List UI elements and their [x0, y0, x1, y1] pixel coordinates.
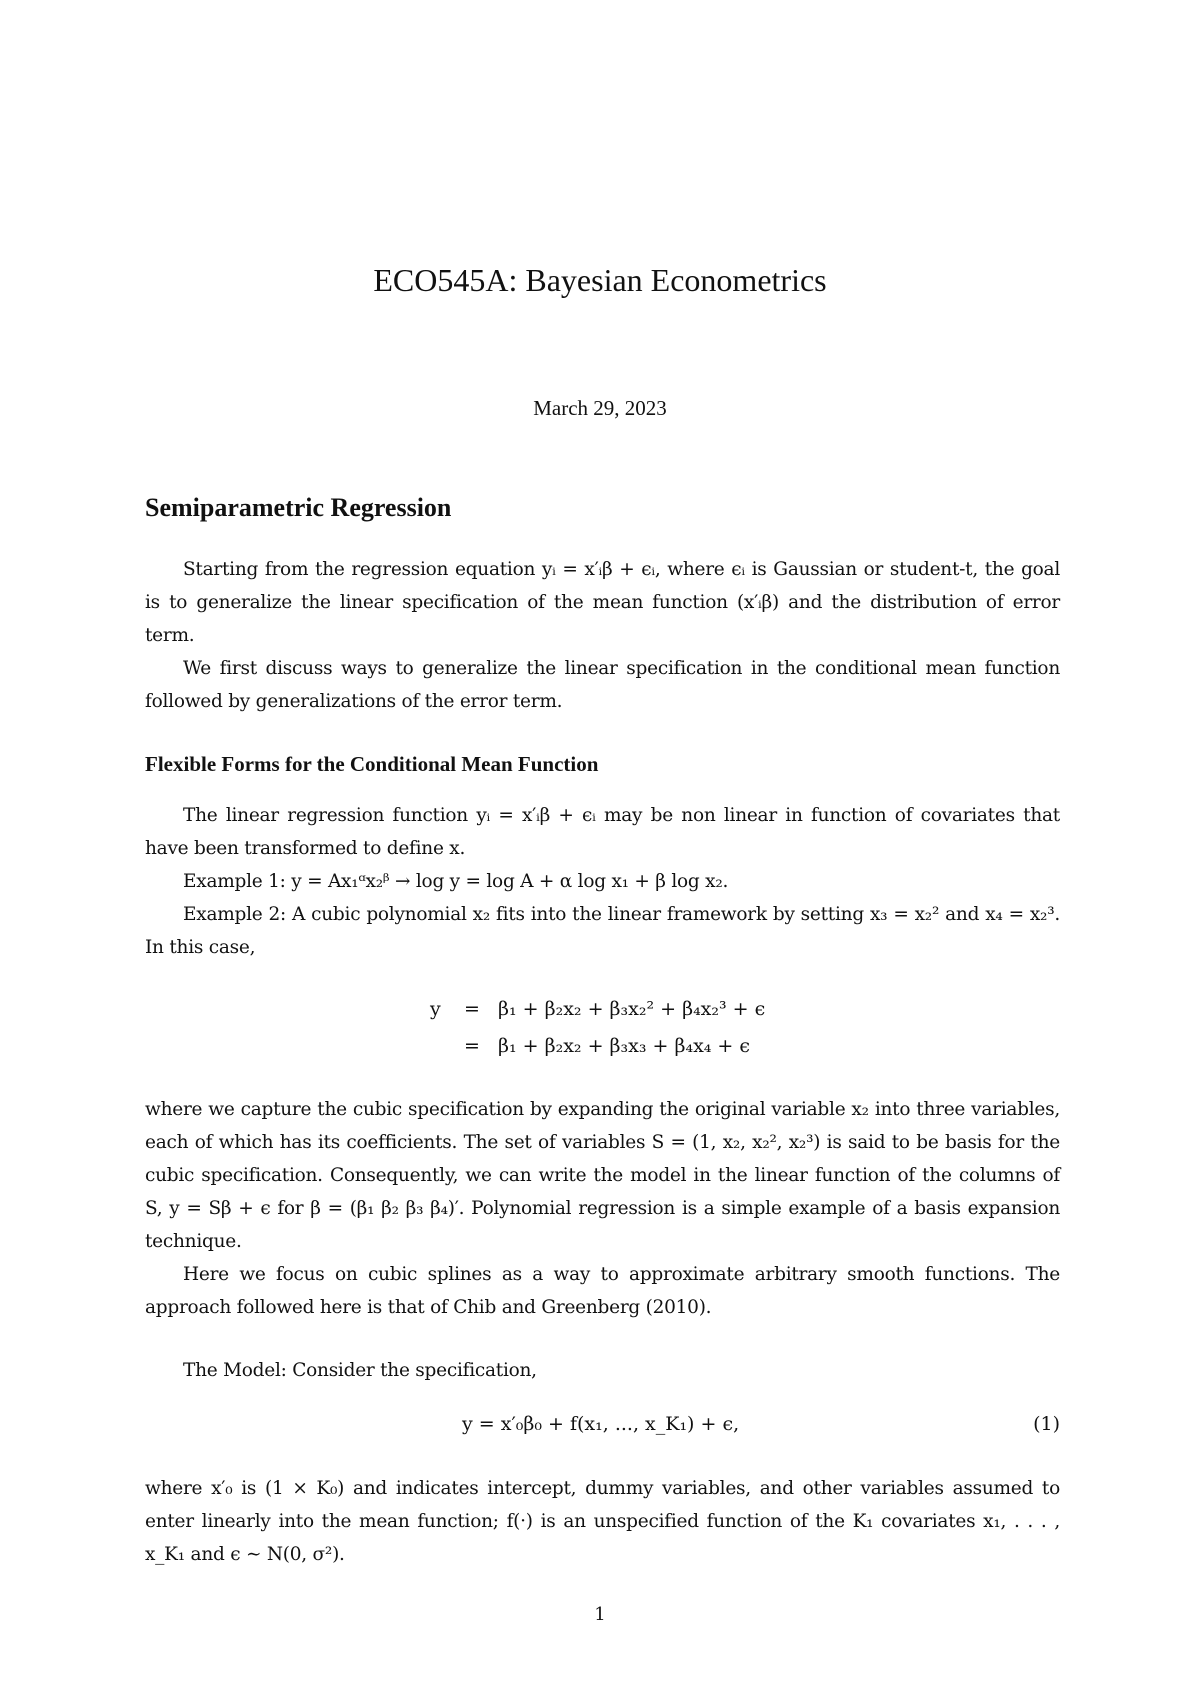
basis-paragraph: where we capture the cubic specification by expanding the original variable x₂ into three variables, each of which has its coefficients. The set of variables S = (1, x₂, x₂², x₂³) is said to be basis for the cubic specification. Consequently, we can write the model in the linear function of the columns of S, y = Sβ + ϵ for β = (β₁ β₂ β₃ β₄)′. Polynomial regression is a simple example of a basis expansion technique. — [145, 1099, 1060, 1252]
section-heading: Semiparametric Regression — [145, 493, 452, 522]
intro-paragraph-1: Starting from the regression equation yᵢ = x′ᵢβ + ϵᵢ, where ϵᵢ is Gaussian or student-t, the goal is to generalize the linear specification of the mean function (x′ᵢβ) and the distribution of error term. — [145, 559, 1060, 646]
equation-equals-1: = — [464, 998, 480, 1020]
model-equation: y = x′₀β₀ + f(x₁, ..., x_K₁) + ϵ, — [462, 1413, 740, 1435]
intro-paragraph-2: We first discuss ways to generalize the linear specification in the conditional mean function followed by generalizations of the error term. — [145, 658, 1060, 712]
model-explanation: where x′₀ is (1 × K₀) and indicates intercept, dummy variables, and other variables assumed to enter linearly into the mean function; f(·) is an unspecified function of the K₁ covariates x₁, . . . , x_K₁ and ϵ ∼ N(0, σ²). — [145, 1478, 1060, 1565]
equation-equals-2: = — [464, 1035, 480, 1057]
intro-block — [145, 553, 1060, 718]
flex-forms-block — [145, 799, 1060, 964]
document-title: ECO545A: Bayesian Econometrics — [373, 262, 827, 298]
example-1: Example 1: y = Ax₁ᵅx₂ᵝ → log y = log A + α log x₁ + β log x₂. — [183, 871, 729, 892]
splines-paragraph: Here we focus on cubic splines as a way to approximate arbitrary smooth functions. The approach followed here is that of Chib and Greenberg (2010). — [145, 1264, 1060, 1318]
subsection-heading: Flexible Forms for the Conditional Mean Function — [145, 752, 599, 776]
page-number: 1 — [594, 1604, 606, 1625]
model-intro: The Model: Consider the specification, — [183, 1360, 537, 1381]
equation-line-2: β₁ + β₂x₂ + β₃x₃ + β₄x₄ + ϵ — [498, 1035, 751, 1057]
model-explanation-block — [145, 1472, 1060, 1571]
equation-line-1: β₁ + β₂x₂ + β₃x₂² + β₄x₂³ + ϵ — [498, 998, 766, 1020]
example-2: Example 2: A cubic polynomial x₂ fits into the linear framework by setting x₃ = x₂² and x₄ = x₂³. In this case, — [145, 904, 1060, 958]
equation-lhs: y — [430, 998, 441, 1020]
model-intro-block — [145, 1354, 1060, 1387]
document-date: March 29, 2023 — [533, 396, 667, 420]
flex-paragraph-1: The linear regression function yᵢ = x′ᵢβ + ϵᵢ may be non linear in function of covariates that have been transformed to define x. — [145, 805, 1060, 859]
basis-expansion-block — [145, 1093, 1060, 1324]
equation-number: (1) — [1033, 1413, 1060, 1435]
